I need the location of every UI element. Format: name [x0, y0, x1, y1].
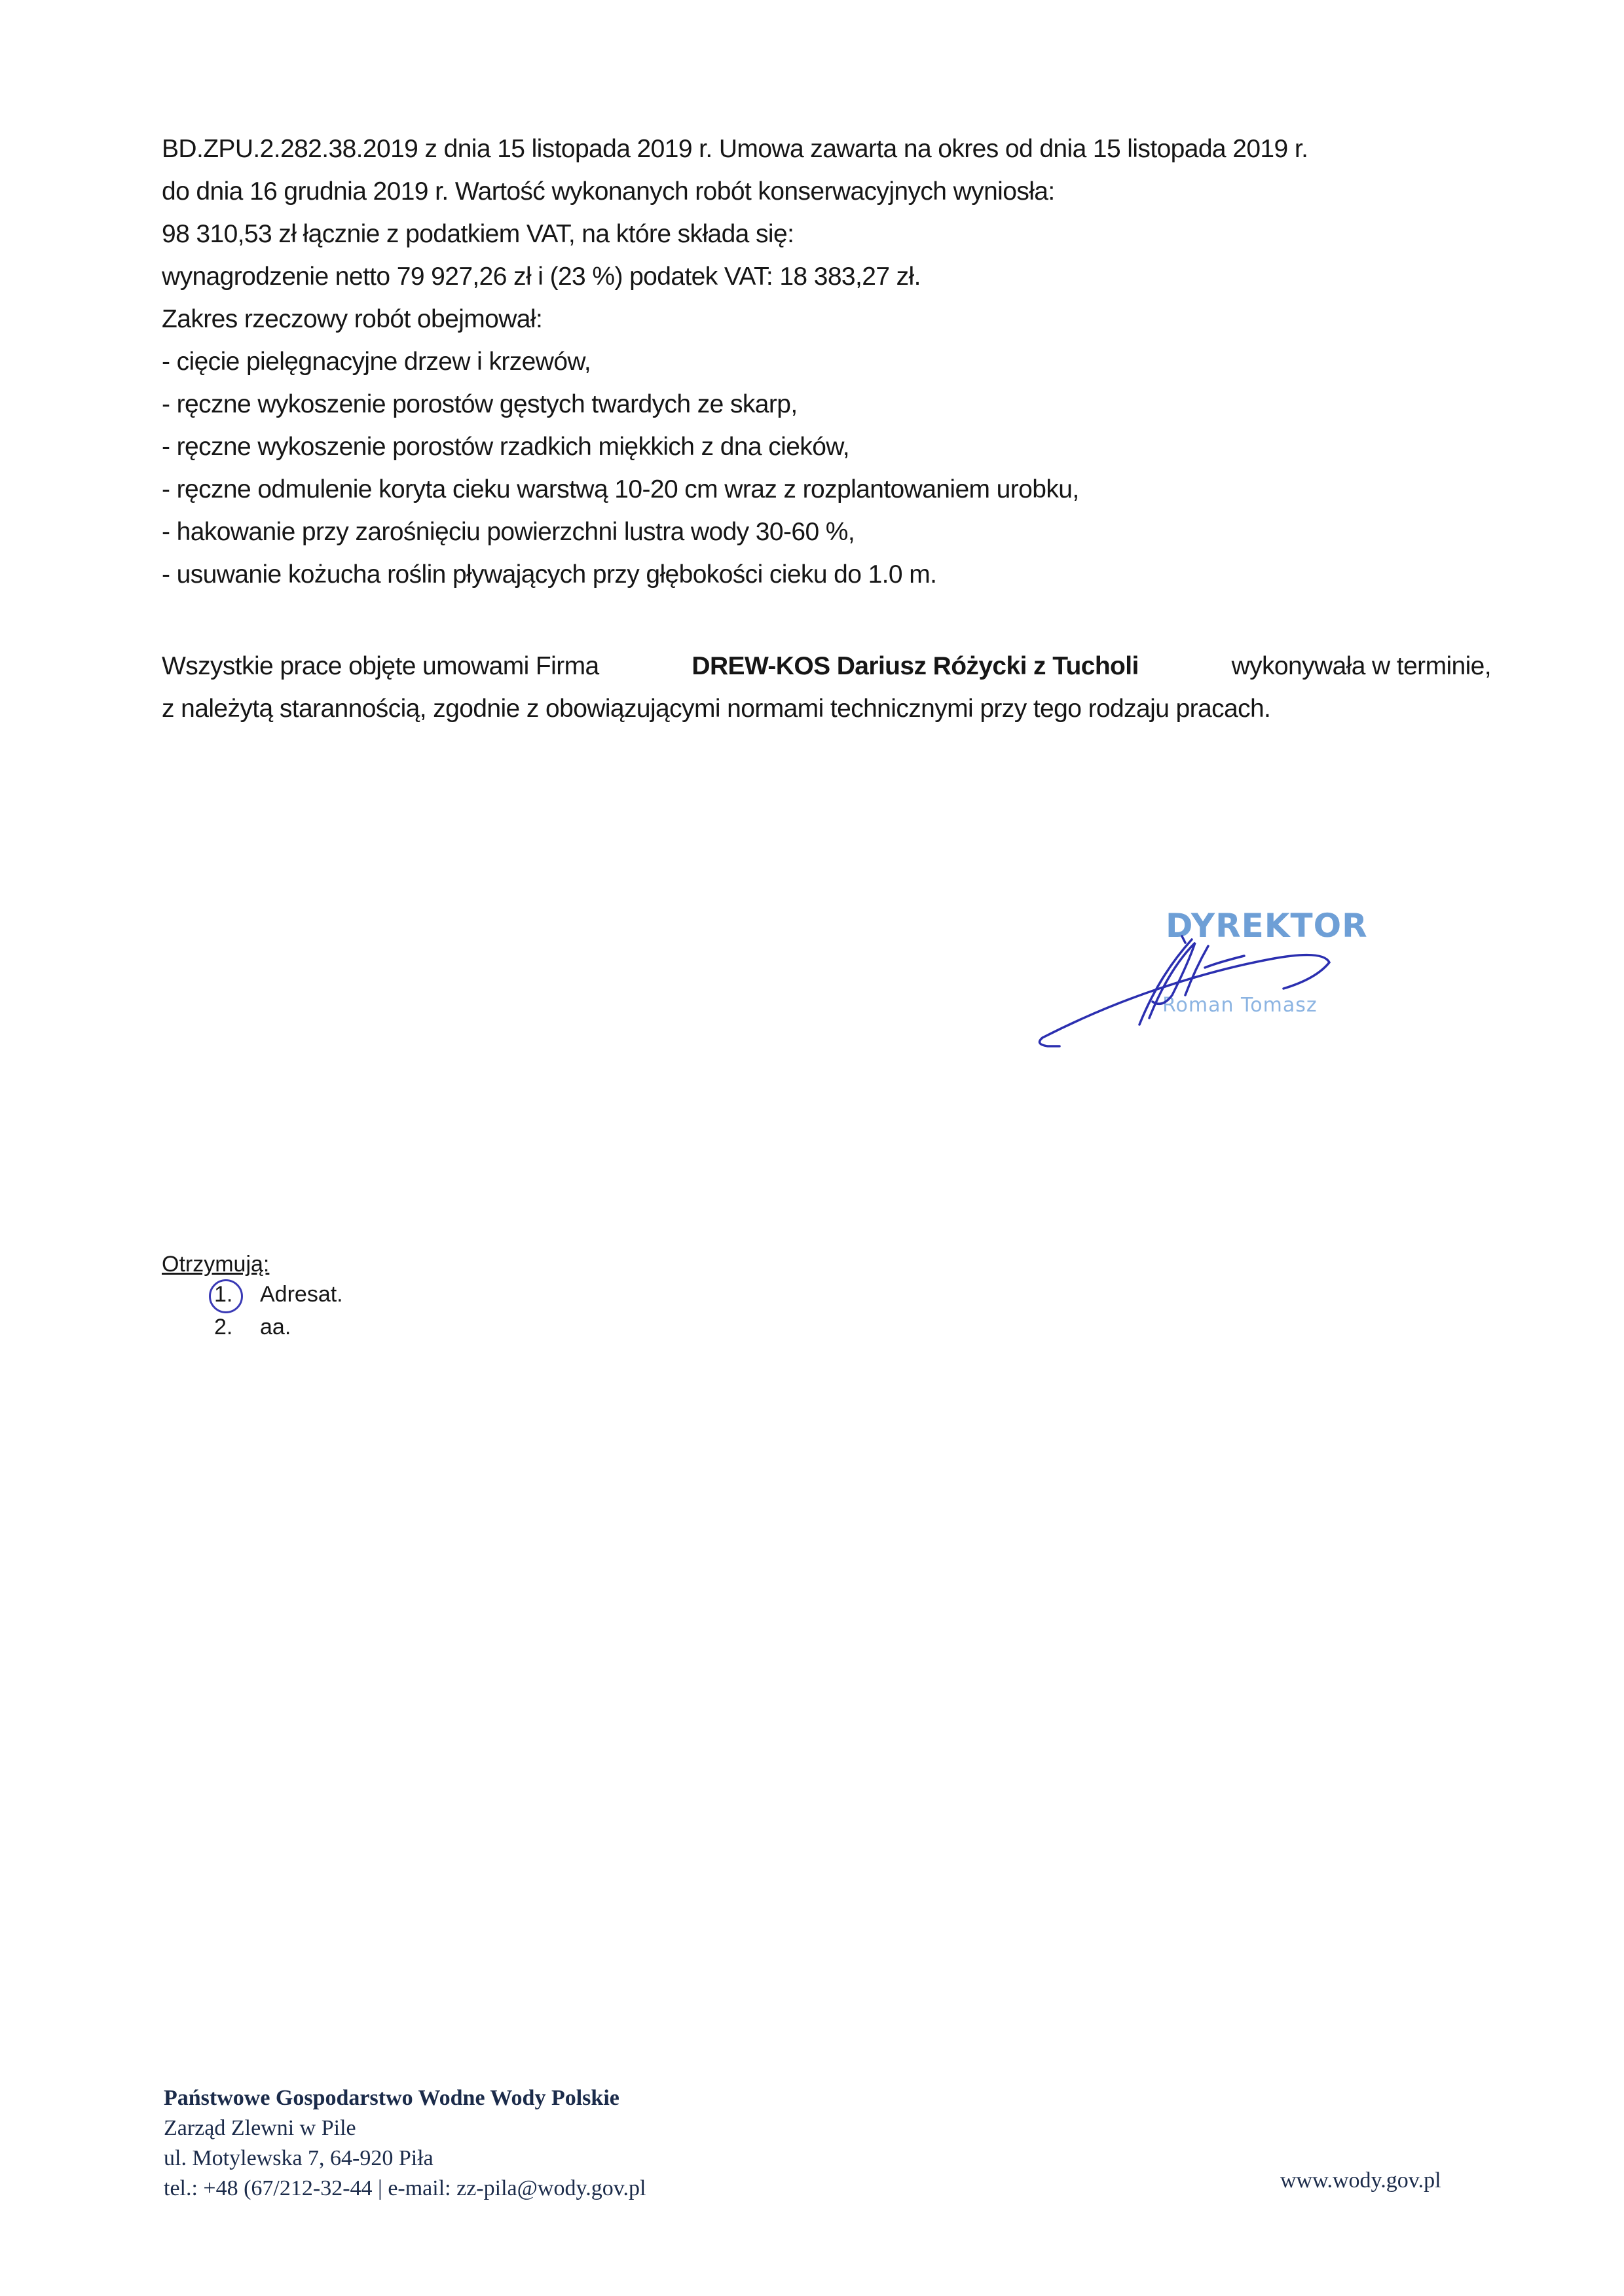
scope-item: - usuwanie kożucha roślin pływających przy głębokości cieku do 1.0 m. — [162, 560, 937, 589]
recipient-number: 2. — [214, 1315, 233, 1339]
scope-item: - cięcie pielęgnacyjne drzew i krzewów, — [162, 348, 591, 376]
organization-address: ul. Motylewska 7, 64-920 Piła — [164, 2146, 434, 2170]
recipient-name: aa. — [260, 1315, 291, 1339]
handwritten-signature — [1022, 897, 1362, 1054]
company-name: DREW-KOS Dariusz Różycki z Tucholi — [692, 652, 1139, 680]
scope-item: - hakowanie przy zarośnięciu powierzchni lustra wody 30-60 %, — [162, 518, 855, 546]
stamp-title: DYREKTOR — [1166, 907, 1368, 945]
text-line — [162, 645, 1491, 687]
stamp-name: Roman Tomasz — [1162, 994, 1318, 1017]
text-segment: wykonywała w terminie, — [1231, 652, 1491, 680]
text-line: 98 310,53 zł łącznie z podatkiem VAT, na które składa się: — [162, 220, 794, 248]
organization-unit: Zarząd Zlewni w Pile — [164, 2116, 356, 2140]
recipient-item — [162, 1311, 291, 1343]
letterhead-footer — [164, 2083, 646, 2204]
recipient-number: 1. — [214, 1282, 233, 1307]
scope-item: - ręczne odmulenie koryta cieku warstwą 10-20 cm wraz z rozplantowaniem urobku, — [162, 475, 1079, 503]
recipients-list — [162, 1250, 343, 1343]
scope-item: - ręczne wykoszenie porostów rzadkich miękkich z dna cieków, — [162, 433, 849, 461]
text-line: wynagrodzenie netto 79 927,26 zł i (23 %) podatek VAT: 18 383,27 zł. — [162, 263, 921, 291]
organization-name: Państwowe Gospodarstwo Wodne Wody Polskie — [164, 2086, 619, 2110]
recipient-name: Adresat. — [260, 1282, 343, 1307]
signature-stamp — [1022, 897, 1368, 1054]
website-link[interactable]: www.wody.gov.pl — [1280, 2168, 1441, 2193]
recipients-heading: Otrzymują: — [162, 1252, 270, 1277]
text-segment: Wszystkie prace objęte umowami Firma — [162, 652, 599, 680]
scope-item: - ręczne wykoszenie porostów gęstych twardych ze skarp, — [162, 390, 798, 418]
text-line: BD.ZPU.2.282.38.2019 z dnia 15 listopada 2019 r. Umowa zawarta na okres od dnia 15 listopada 2019 r. — [162, 135, 1308, 163]
text-line: z należytą starannością, zgodnie z obowiązującymi normami technicznymi przy tego rodzaju pracach. — [162, 695, 1271, 723]
organization-contact: tel.: +48 (67/212-32-44 | e-mail: zz-pila@wody.gov.pl — [164, 2176, 646, 2200]
text-line: do dnia 16 grudnia 2019 r. Wartość wykonanych robót konserwacyjnych wyniosła: — [162, 177, 1055, 206]
confirmation-paragraph — [162, 645, 1491, 730]
text-line: Zakres rzeczowy robót obejmował: — [162, 305, 543, 333]
recipient-item — [162, 1278, 343, 1311]
contract-details-paragraph — [162, 128, 1491, 596]
